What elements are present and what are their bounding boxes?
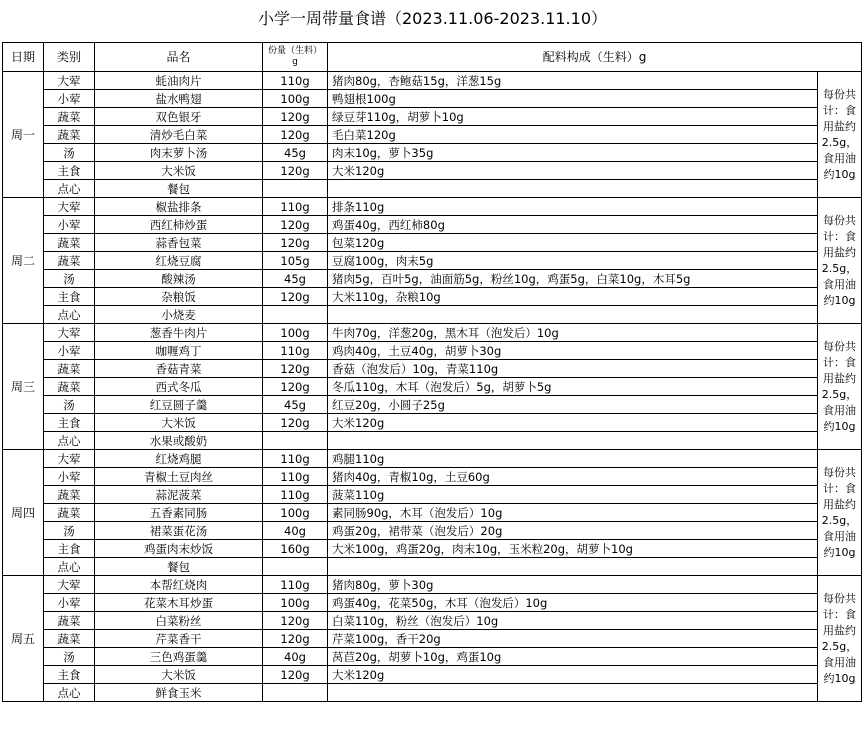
ingredients-cell: 猪肉40g，青椒10g，土豆60g — [328, 468, 818, 486]
category-cell: 蔬菜 — [44, 504, 95, 522]
header-row — [3, 43, 862, 72]
table-row — [3, 666, 862, 684]
ingredients-cell — [328, 684, 818, 702]
portion-cell: 110g — [263, 198, 328, 216]
portion-cell — [263, 684, 328, 702]
dish-cell: 红烧豆腐 — [95, 252, 263, 270]
category-cell: 点心 — [44, 180, 95, 198]
header-dish: 品名 — [95, 43, 263, 72]
ingredients-cell: 红豆20g，小圆子25g — [328, 396, 818, 414]
ingredients-cell: 香菇（泡发后）10g，青菜110g — [328, 360, 818, 378]
ingredients-cell: 猪肉80g，萝卜30g — [328, 576, 818, 594]
portion-cell: 110g — [263, 450, 328, 468]
day-cell-mon: 周一 — [3, 72, 44, 198]
dish-cell: 花菜木耳炒蛋 — [95, 594, 263, 612]
dish-cell: 鲜食玉米 — [95, 684, 263, 702]
category-cell: 主食 — [44, 162, 95, 180]
table-row — [3, 180, 862, 198]
ingredients-cell: 大米120g — [328, 666, 818, 684]
portion-cell: 120g — [263, 126, 328, 144]
ingredients-cell: 肉末10g，萝卜35g — [328, 144, 818, 162]
dish-cell: 肉末萝卜汤 — [95, 144, 263, 162]
portion-cell: 120g — [263, 630, 328, 648]
category-cell: 小荤 — [44, 216, 95, 234]
portion-cell: 120g — [263, 234, 328, 252]
category-cell: 点心 — [44, 432, 95, 450]
category-cell: 大荤 — [44, 198, 95, 216]
table-row — [3, 216, 862, 234]
nutrition-note: 每份共计：食用盐约2.5g，食用油约10g — [818, 576, 862, 702]
ingredients-cell: 猪肉80g，杏鲍菇15g，洋葱15g — [328, 72, 818, 90]
portion-cell — [263, 558, 328, 576]
table-row — [3, 234, 862, 252]
dish-cell: 咖喱鸡丁 — [95, 342, 263, 360]
table-row — [3, 450, 862, 468]
nutrition-note: 每份共计：食用盐约2.5g，食用油约10g — [818, 72, 862, 198]
ingredients-cell: 包菜120g — [328, 234, 818, 252]
category-cell: 汤 — [44, 522, 95, 540]
category-cell: 蔬菜 — [44, 630, 95, 648]
dish-cell: 水果或酸奶 — [95, 432, 263, 450]
day-cell-wed: 周三 — [3, 324, 44, 450]
category-cell: 小荤 — [44, 342, 95, 360]
header-portion-line2: g — [292, 57, 298, 67]
table-row — [3, 576, 862, 594]
dish-cell: 双色银牙 — [95, 108, 263, 126]
portion-cell: 110g — [263, 486, 328, 504]
table-row — [3, 306, 862, 324]
ingredients-cell: 鸡蛋40g，西红柿80g — [328, 216, 818, 234]
dish-cell: 清炒毛白菜 — [95, 126, 263, 144]
category-cell: 大荤 — [44, 450, 95, 468]
ingredients-cell: 冬瓜110g，木耳（泡发后）5g，胡萝卜5g — [328, 378, 818, 396]
ingredients-cell — [328, 306, 818, 324]
portion-cell: 100g — [263, 90, 328, 108]
portion-cell: 120g — [263, 108, 328, 126]
table-row — [3, 342, 862, 360]
ingredients-cell — [328, 558, 818, 576]
dish-cell: 蒜泥菠菜 — [95, 486, 263, 504]
table-row — [3, 540, 862, 558]
table-row — [3, 648, 862, 666]
portion-cell — [263, 180, 328, 198]
portion-cell: 120g — [263, 360, 328, 378]
dish-cell: 香菇青菜 — [95, 360, 263, 378]
ingredients-cell: 鸡腿110g — [328, 450, 818, 468]
ingredients-cell — [328, 180, 818, 198]
dish-cell: 杂粮饭 — [95, 288, 263, 306]
table-row — [3, 198, 862, 216]
portion-cell: 100g — [263, 504, 328, 522]
ingredients-cell: 鸡蛋40g，花菜50g，木耳（泡发后）10g — [328, 594, 818, 612]
menu-body — [3, 72, 862, 702]
dish-cell: 西式冬瓜 — [95, 378, 263, 396]
dish-cell: 酸辣汤 — [95, 270, 263, 288]
portion-cell: 105g — [263, 252, 328, 270]
dish-cell: 三色鸡蛋羹 — [95, 648, 263, 666]
portion-cell: 120g — [263, 288, 328, 306]
ingredients-cell: 素同肠90g，木耳（泡发后）10g — [328, 504, 818, 522]
header-date: 日期 — [3, 43, 44, 72]
ingredients-cell: 鸭翅根100g — [328, 90, 818, 108]
category-cell: 蔬菜 — [44, 108, 95, 126]
table-row — [3, 324, 862, 342]
dish-cell: 红豆圆子羹 — [95, 396, 263, 414]
category-cell: 蔬菜 — [44, 234, 95, 252]
category-cell: 点心 — [44, 558, 95, 576]
header-portion-line1: 份量（生料） — [267, 46, 322, 56]
category-cell: 点心 — [44, 306, 95, 324]
category-cell: 汤 — [44, 396, 95, 414]
ingredients-cell: 豆腐100g，肉末5g — [328, 252, 818, 270]
dish-cell: 椒盐排条 — [95, 198, 263, 216]
portion-cell: 110g — [263, 468, 328, 486]
header-portion — [263, 43, 328, 72]
portion-cell: 120g — [263, 414, 328, 432]
dish-cell: 蒜香包菜 — [95, 234, 263, 252]
nutrition-note: 每份共计：食用盐约2.5g，食用油约10g — [818, 450, 862, 576]
portion-cell: 160g — [263, 540, 328, 558]
category-cell: 蔬菜 — [44, 486, 95, 504]
dish-cell: 大米饭 — [95, 666, 263, 684]
dish-cell: 餐包 — [95, 558, 263, 576]
ingredients-cell: 白菜110g，粉丝（泡发后）10g — [328, 612, 818, 630]
ingredients-cell: 莴苣20g，胡萝卜10g，鸡蛋10g — [328, 648, 818, 666]
portion-cell: 45g — [263, 270, 328, 288]
category-cell: 主食 — [44, 540, 95, 558]
portion-cell: 100g — [263, 324, 328, 342]
category-cell: 蔬菜 — [44, 252, 95, 270]
dish-cell: 葱香牛肉片 — [95, 324, 263, 342]
dish-cell: 芹菜香干 — [95, 630, 263, 648]
nutrition-note: 每份共计：食用盐约2.5g，食用油约10g — [818, 198, 862, 324]
portion-cell — [263, 432, 328, 450]
table-row — [3, 594, 862, 612]
category-cell: 主食 — [44, 288, 95, 306]
portion-cell: 100g — [263, 594, 328, 612]
ingredients-cell: 猪肉5g，百叶5g，油面筋5g，粉丝10g，鸡蛋5g，白菜10g，木耳5g — [328, 270, 818, 288]
dish-cell: 裙菜蛋花汤 — [95, 522, 263, 540]
table-row — [3, 396, 862, 414]
dish-cell: 蚝油肉片 — [95, 72, 263, 90]
category-cell: 点心 — [44, 684, 95, 702]
ingredients-cell — [328, 432, 818, 450]
dish-cell: 小烧麦 — [95, 306, 263, 324]
category-cell: 汤 — [44, 144, 95, 162]
table-row — [3, 414, 862, 432]
dish-cell: 白菜粉丝 — [95, 612, 263, 630]
table-row — [3, 684, 862, 702]
ingredients-cell: 大米110g，杂粮10g — [328, 288, 818, 306]
portion-cell: 120g — [263, 666, 328, 684]
day-cell-tue: 周二 — [3, 198, 44, 324]
table-row — [3, 612, 862, 630]
category-cell: 汤 — [44, 270, 95, 288]
dish-cell: 青椒土豆肉丝 — [95, 468, 263, 486]
day-cell-thu: 周四 — [3, 450, 44, 576]
table-row — [3, 468, 862, 486]
menu-table — [2, 42, 862, 702]
portion-cell: 45g — [263, 144, 328, 162]
table-row — [3, 558, 862, 576]
category-cell: 蔬菜 — [44, 378, 95, 396]
ingredients-cell: 大米120g — [328, 162, 818, 180]
category-cell: 大荤 — [44, 72, 95, 90]
dish-cell: 盐水鸭翅 — [95, 90, 263, 108]
portion-cell: 110g — [263, 342, 328, 360]
portion-cell: 120g — [263, 162, 328, 180]
ingredients-cell: 鸡蛋20g，裙带菜（泡发后）20g — [328, 522, 818, 540]
table-row — [3, 378, 862, 396]
table-row — [3, 360, 862, 378]
portion-cell: 110g — [263, 576, 328, 594]
category-cell: 蔬菜 — [44, 612, 95, 630]
portion-cell: 120g — [263, 378, 328, 396]
table-row — [3, 630, 862, 648]
portion-cell: 120g — [263, 612, 328, 630]
ingredients-cell: 排条110g — [328, 198, 818, 216]
category-cell: 大荤 — [44, 576, 95, 594]
dish-cell: 红烧鸡腿 — [95, 450, 263, 468]
dish-cell: 五香素同肠 — [95, 504, 263, 522]
dish-cell: 大米饭 — [95, 414, 263, 432]
table-row — [3, 504, 862, 522]
table-row — [3, 162, 862, 180]
category-cell: 大荤 — [44, 324, 95, 342]
ingredients-cell: 芹菜100g，香干20g — [328, 630, 818, 648]
dish-cell: 鸡蛋肉末炒饭 — [95, 540, 263, 558]
ingredients-cell: 毛白菜120g — [328, 126, 818, 144]
dish-cell: 西红柿炒蛋 — [95, 216, 263, 234]
table-row — [3, 432, 862, 450]
table-row — [3, 252, 862, 270]
page-title: 小学一周带量食谱（2023.11.06-2023.11.10） — [258, 9, 607, 28]
category-cell: 小荤 — [44, 468, 95, 486]
ingredients-cell: 菠菜110g — [328, 486, 818, 504]
category-cell: 蔬菜 — [44, 126, 95, 144]
table-row — [3, 90, 862, 108]
ingredients-cell: 大米120g — [328, 414, 818, 432]
category-cell: 蔬菜 — [44, 360, 95, 378]
table-row — [3, 486, 862, 504]
table-row — [3, 144, 862, 162]
portion-cell: 45g — [263, 396, 328, 414]
portion-cell — [263, 306, 328, 324]
portion-cell: 40g — [263, 522, 328, 540]
table-row — [3, 72, 862, 90]
category-cell: 汤 — [44, 648, 95, 666]
dish-cell: 本帮红烧肉 — [95, 576, 263, 594]
nutrition-note: 每份共计：食用盐约2.5g，食用油约10g — [818, 324, 862, 450]
header-ingredients: 配料构成（生料）g — [328, 43, 862, 72]
table-row — [3, 126, 862, 144]
portion-cell: 40g — [263, 648, 328, 666]
portion-cell: 120g — [263, 216, 328, 234]
ingredients-cell: 大米100g，鸡蛋20g，肉末10g，玉米粒20g，胡萝卜10g — [328, 540, 818, 558]
category-cell: 小荤 — [44, 594, 95, 612]
header-category: 类别 — [44, 43, 95, 72]
table-row — [3, 108, 862, 126]
category-cell: 主食 — [44, 666, 95, 684]
table-row — [3, 522, 862, 540]
portion-cell: 110g — [263, 72, 328, 90]
ingredients-cell: 绿豆芽110g，胡萝卜10g — [328, 108, 818, 126]
ingredients-cell: 牛肉70g，洋葱20g，黑木耳（泡发后）10g — [328, 324, 818, 342]
dish-cell: 大米饭 — [95, 162, 263, 180]
table-row — [3, 288, 862, 306]
category-cell: 小荤 — [44, 90, 95, 108]
category-cell: 主食 — [44, 414, 95, 432]
ingredients-cell: 鸡肉40g，土豆40g，胡萝卜30g — [328, 342, 818, 360]
dish-cell: 餐包 — [95, 180, 263, 198]
day-cell-fri: 周五 — [3, 576, 44, 702]
table-row — [3, 270, 862, 288]
